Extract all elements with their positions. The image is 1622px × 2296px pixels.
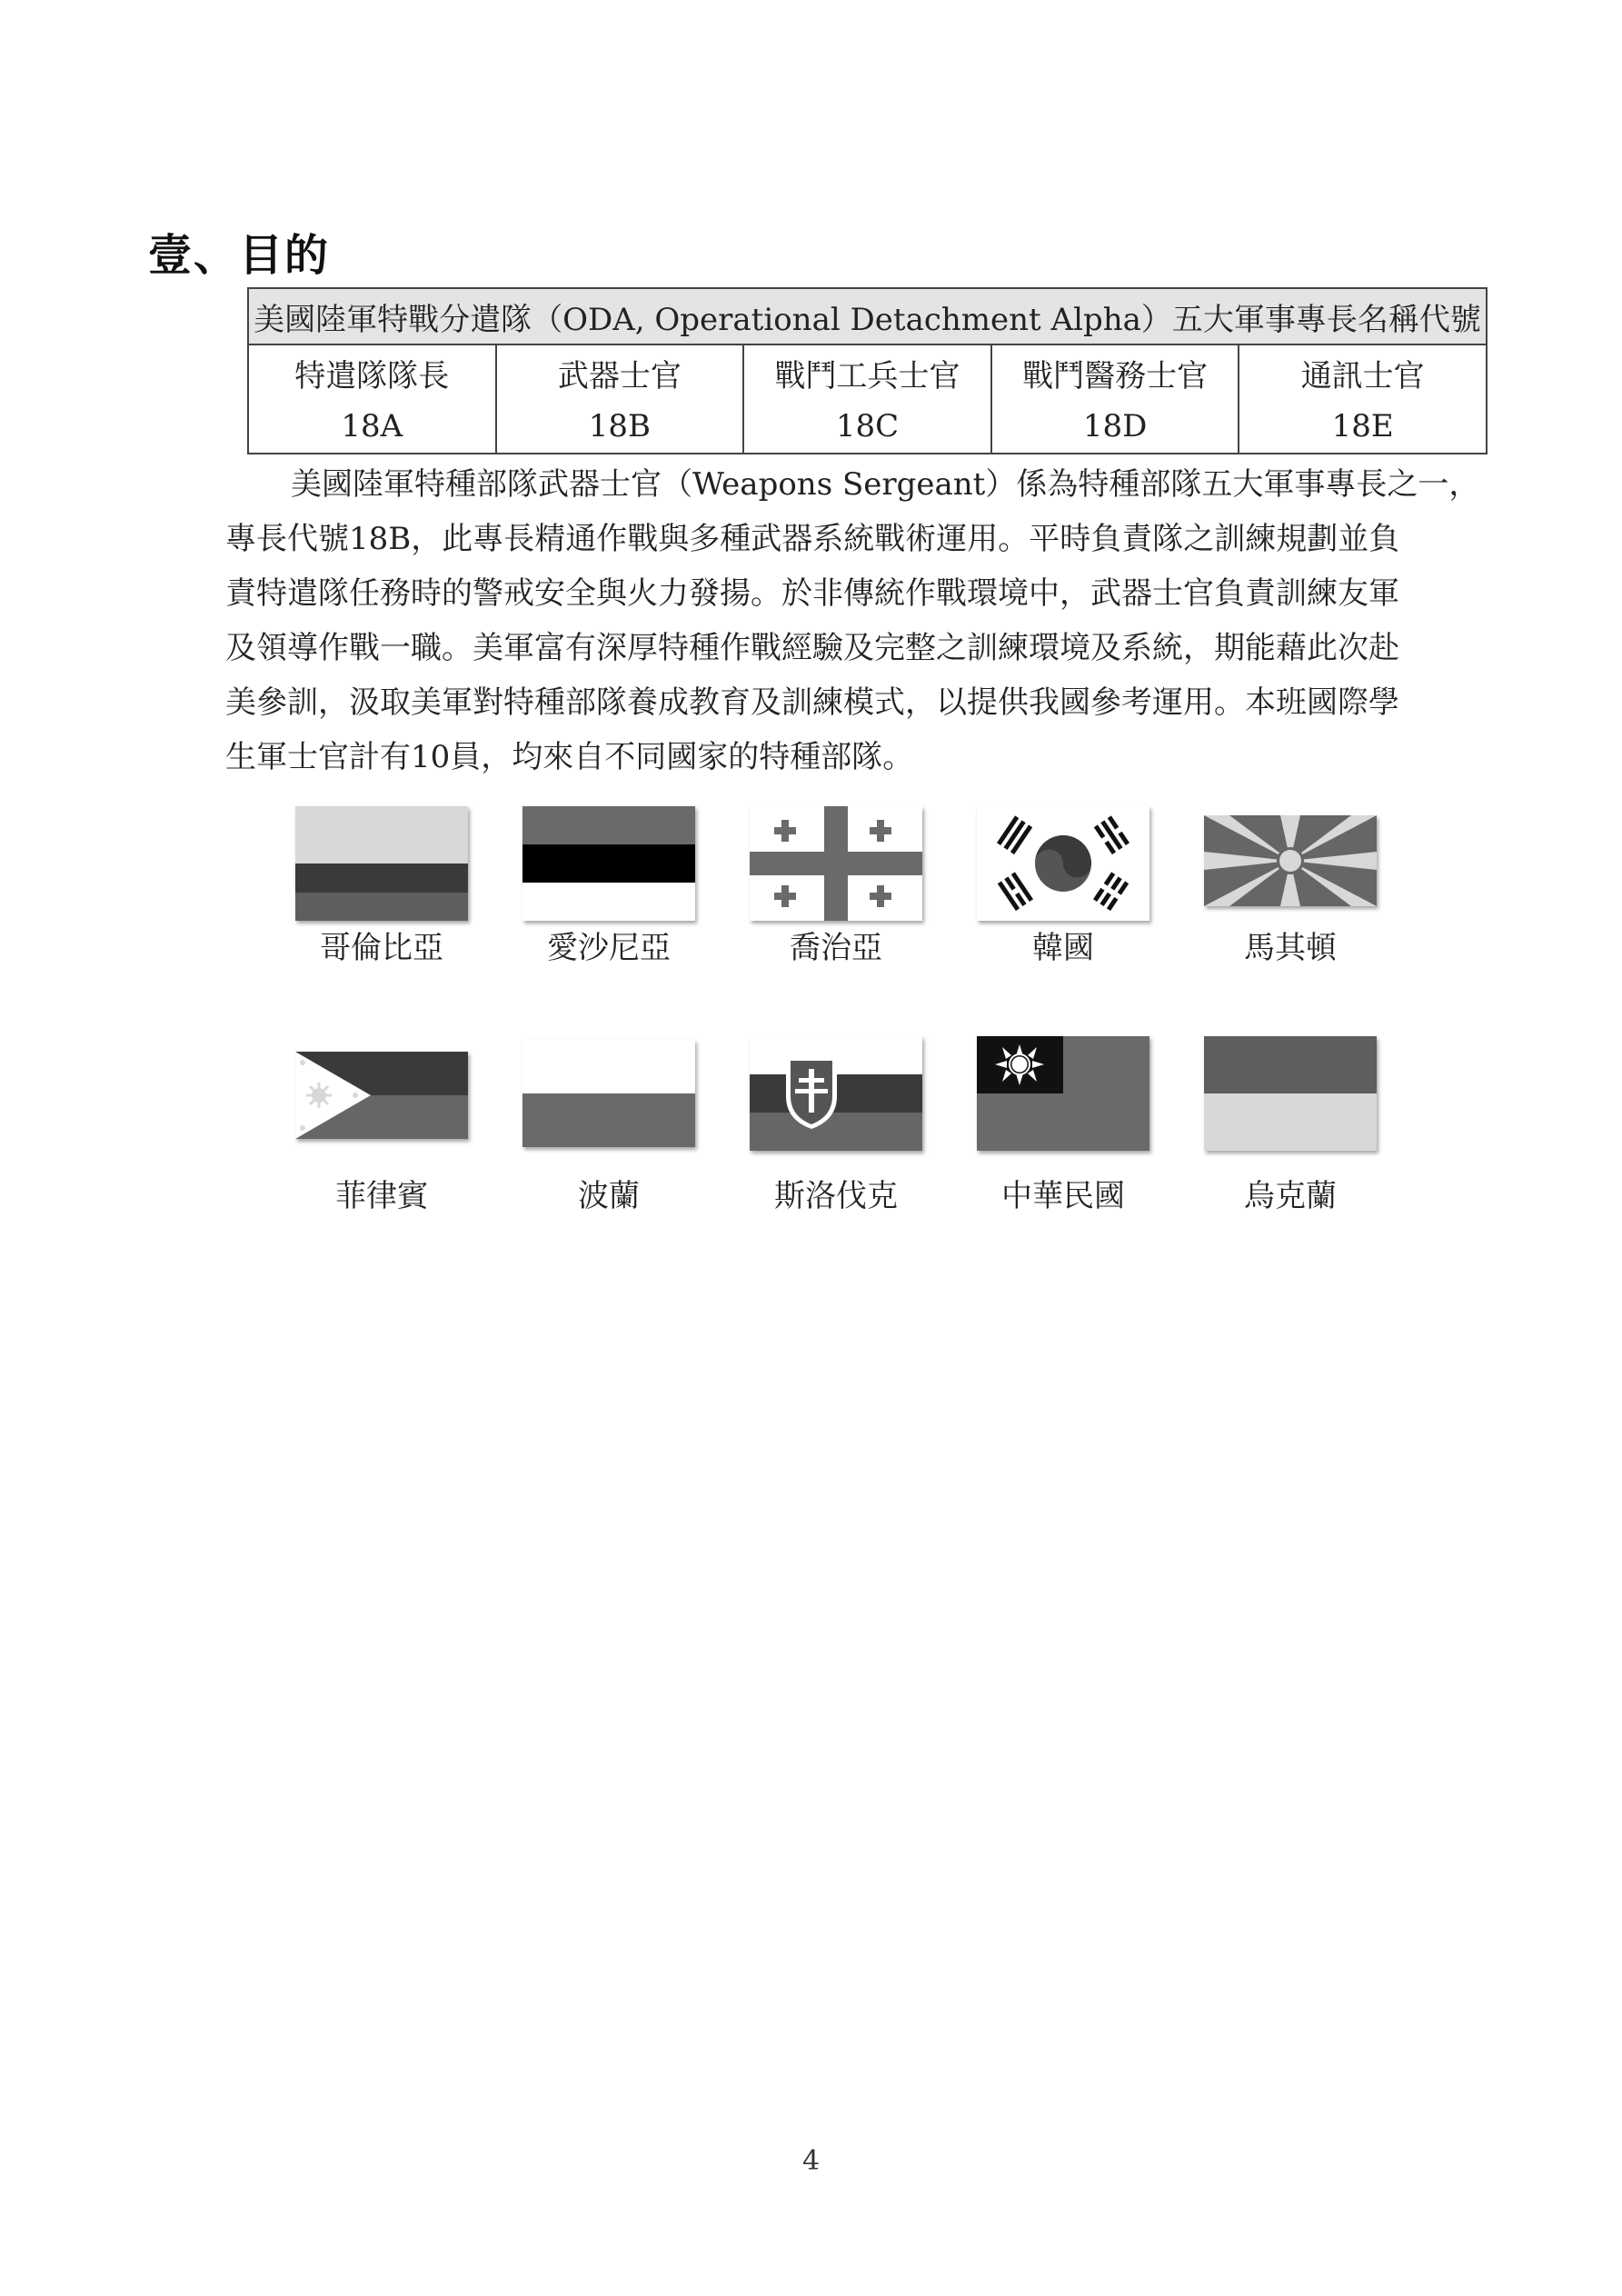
paragraph-line: 美參訓，汲取美軍對特種部隊養成教育及訓練模式，以提供我國參考運用。本班國際學 <box>225 684 1399 721</box>
paragraph-line: 生軍士官計有10員，均來自不同國家的特種部隊。 <box>225 739 914 775</box>
flag-label: 哥倫比亞 <box>320 930 443 966</box>
table-cell-code: 18B <box>496 400 744 454</box>
north-macedonia-flag-icon <box>1204 815 1377 906</box>
ukraine-flag-icon <box>1204 1036 1377 1151</box>
paragraph-line: 美國陸軍特種部隊武器士官（Weapons Sergeant）係為特種部隊五大軍事專長之一， <box>291 466 1480 503</box>
flag-item-georgia <box>750 806 922 966</box>
flag-label: 喬治亞 <box>790 930 882 966</box>
colombia-flag-icon <box>295 806 468 921</box>
flag-item-poland <box>522 1040 695 1214</box>
paragraph-line: 及領導作戰一職。美軍富有深厚特種作戰經驗及完整之訓練環境及系統，期能藉此次赴 <box>225 630 1399 666</box>
page-number: 4 <box>801 2145 821 2177</box>
flag-item-ukraine <box>1204 1036 1377 1214</box>
flag-item-philippines <box>295 1052 468 1214</box>
poland-flag-icon <box>522 1040 695 1147</box>
paragraph-line: 專長代號18B，此專長精通作戰與多種武器系統戰術運用。平時負責隊之訓練規劃並負 <box>225 521 1400 557</box>
flag-label: 中華民國 <box>1001 1178 1125 1214</box>
section-heading: 壹、目的 <box>148 230 331 281</box>
flag-item-north-macedonia <box>1204 815 1377 966</box>
table-cell-code: 18D <box>991 400 1239 454</box>
flag-label: 菲律賓 <box>335 1178 428 1214</box>
georgia-flag-icon <box>750 806 922 921</box>
roc-taiwan-flag-icon <box>977 1036 1149 1151</box>
table-title: 美國陸軍特戰分遣隊（ODA, Operational Detachment Alpha）五大軍事專長名稱代號 <box>248 288 1487 344</box>
flag-label: 斯洛伐克 <box>774 1178 898 1214</box>
table-cell-code: 18A <box>248 400 496 454</box>
flag-item-slovakia <box>750 1036 922 1214</box>
flag-label: 烏克蘭 <box>1244 1178 1337 1214</box>
table-cell-code: 18C <box>743 400 991 454</box>
slovakia-flag-icon <box>750 1036 922 1151</box>
body-paragraph <box>225 457 1488 784</box>
table-cell-name: 戰鬥工兵士官 <box>743 344 991 400</box>
flag-item-colombia <box>295 806 468 966</box>
flag-label: 波蘭 <box>578 1178 640 1214</box>
table-cell-name: 戰鬥醫務士官 <box>991 344 1239 400</box>
oda-specialty-table <box>247 287 1488 454</box>
flag-item-estonia <box>522 806 695 966</box>
table-cell-name: 武器士官 <box>496 344 744 400</box>
flag-label: 韓國 <box>1032 930 1094 966</box>
flag-label: 愛沙尼亞 <box>547 930 671 966</box>
philippines-flag-icon <box>295 1052 468 1139</box>
flag-item-south-korea <box>977 806 1149 966</box>
paragraph-line: 責特遣隊任務時的警戒安全與火力發揚。於非傳統作戰環境中，武器士官負責訓練友軍 <box>225 575 1399 612</box>
estonia-flag-icon <box>522 806 695 921</box>
table-cell-code: 18E <box>1239 400 1487 454</box>
flag-item-roc-taiwan <box>977 1036 1149 1214</box>
flag-label: 馬其頓 <box>1244 930 1337 966</box>
table-cell-name: 通訊士官 <box>1239 344 1487 400</box>
table-cell-name: 特遣隊隊長 <box>248 344 496 400</box>
south-korea-flag-icon <box>977 806 1149 921</box>
